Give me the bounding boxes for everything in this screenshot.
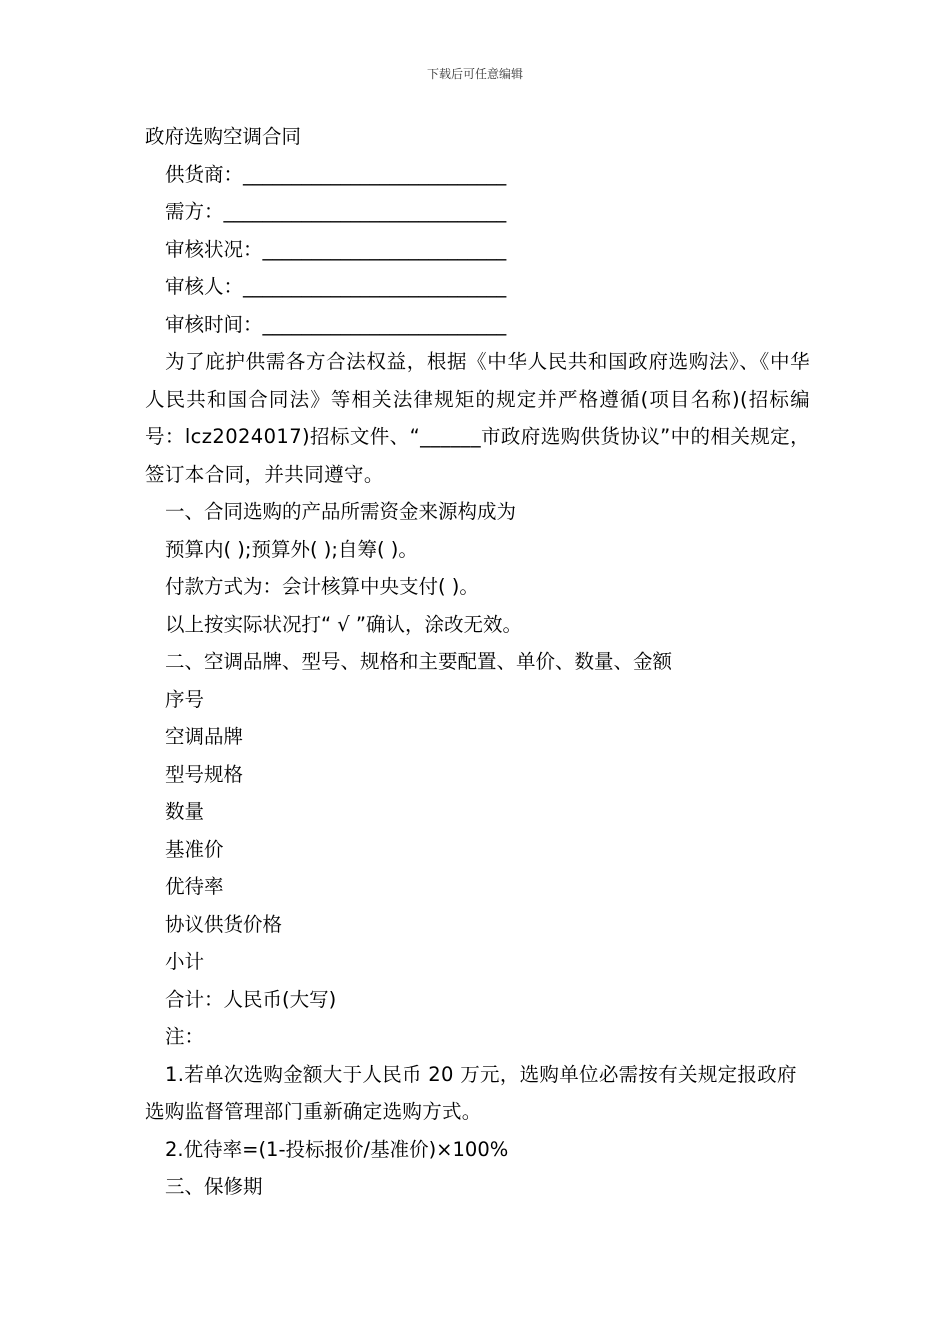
supplier-blank: ___________________________ bbox=[243, 162, 507, 186]
payment-line: 付款方式为：会计核算中央支付( )。 bbox=[165, 575, 479, 598]
review-status-field bbox=[145, 231, 810, 269]
info-fields bbox=[145, 156, 810, 344]
review-status-blank: _________________________ bbox=[262, 237, 507, 261]
column-model: 型号规格 bbox=[165, 762, 244, 786]
section1-heading: 一、合同选购的产品所需资金来源构成为 bbox=[165, 500, 517, 523]
supplier-field bbox=[145, 156, 810, 194]
buyer-field bbox=[145, 193, 810, 231]
section3-heading: 三、保修期 bbox=[165, 1175, 263, 1198]
buyer-blank: _____________________________ bbox=[223, 200, 507, 223]
column-brand: 空调品牌 bbox=[165, 725, 244, 748]
buyer-label: 需方： bbox=[165, 200, 224, 223]
column-discount: 优待率 bbox=[165, 875, 224, 898]
review-time-label: 审核时间： bbox=[165, 312, 263, 336]
reviewer-label: 审核人： bbox=[165, 275, 244, 298]
review-status-label: 审核状况： bbox=[165, 237, 263, 261]
budget-line: 预算内( );预算外( );自筹( )。 bbox=[165, 537, 418, 561]
confirm-line: 以上按实际状况打“ √ ”确认，涂改无效。 bbox=[165, 612, 523, 636]
intro-paragraph: 为了庇护供需各方合法权益，根据《中华人民共和国政府选购法》、《中华人民共和国合同法》等相关法律规矩的规定并严格遵循(项目名称)(招标编号：lcz2024017)招标文件、“______市政府选购供货协议”中的相关规定，签订本合同，并共同遵守。 bbox=[145, 350, 810, 486]
review-time-blank: _________________________ bbox=[262, 312, 507, 336]
review-time-field bbox=[145, 306, 810, 344]
document-title: 政府选购空调合同 bbox=[145, 125, 302, 148]
note-1: 1.若单次选购金额大于人民币 20 万元，选购单位必需按有关规定报政府选购监督管理部门重新确定选购方式。 bbox=[145, 1062, 797, 1123]
column-serial: 序号 bbox=[165, 687, 205, 711]
column-agreement-price: 协议供货价格 bbox=[165, 912, 283, 936]
total-line: 合计：人民币(大写) bbox=[165, 987, 337, 1011]
contract-document bbox=[145, 118, 810, 1206]
page-header: 下载后可任意编辑 bbox=[426, 67, 523, 81]
column-subtotal: 小计 bbox=[165, 950, 205, 973]
column-base-price: 基准价 bbox=[165, 837, 224, 861]
column-quantity: 数量 bbox=[165, 800, 205, 823]
section2-heading: 二、空调品牌、型号、规格和主要配置、单价、数量、金额 bbox=[165, 650, 673, 673]
note-label: 注： bbox=[165, 1025, 205, 1048]
reviewer-blank: ___________________________ bbox=[243, 275, 507, 298]
supplier-label: 供货商： bbox=[165, 162, 244, 186]
reviewer-field bbox=[145, 268, 810, 306]
note-2: 2.优待率=(1-投标报价/基准价)×100% bbox=[165, 1137, 509, 1161]
